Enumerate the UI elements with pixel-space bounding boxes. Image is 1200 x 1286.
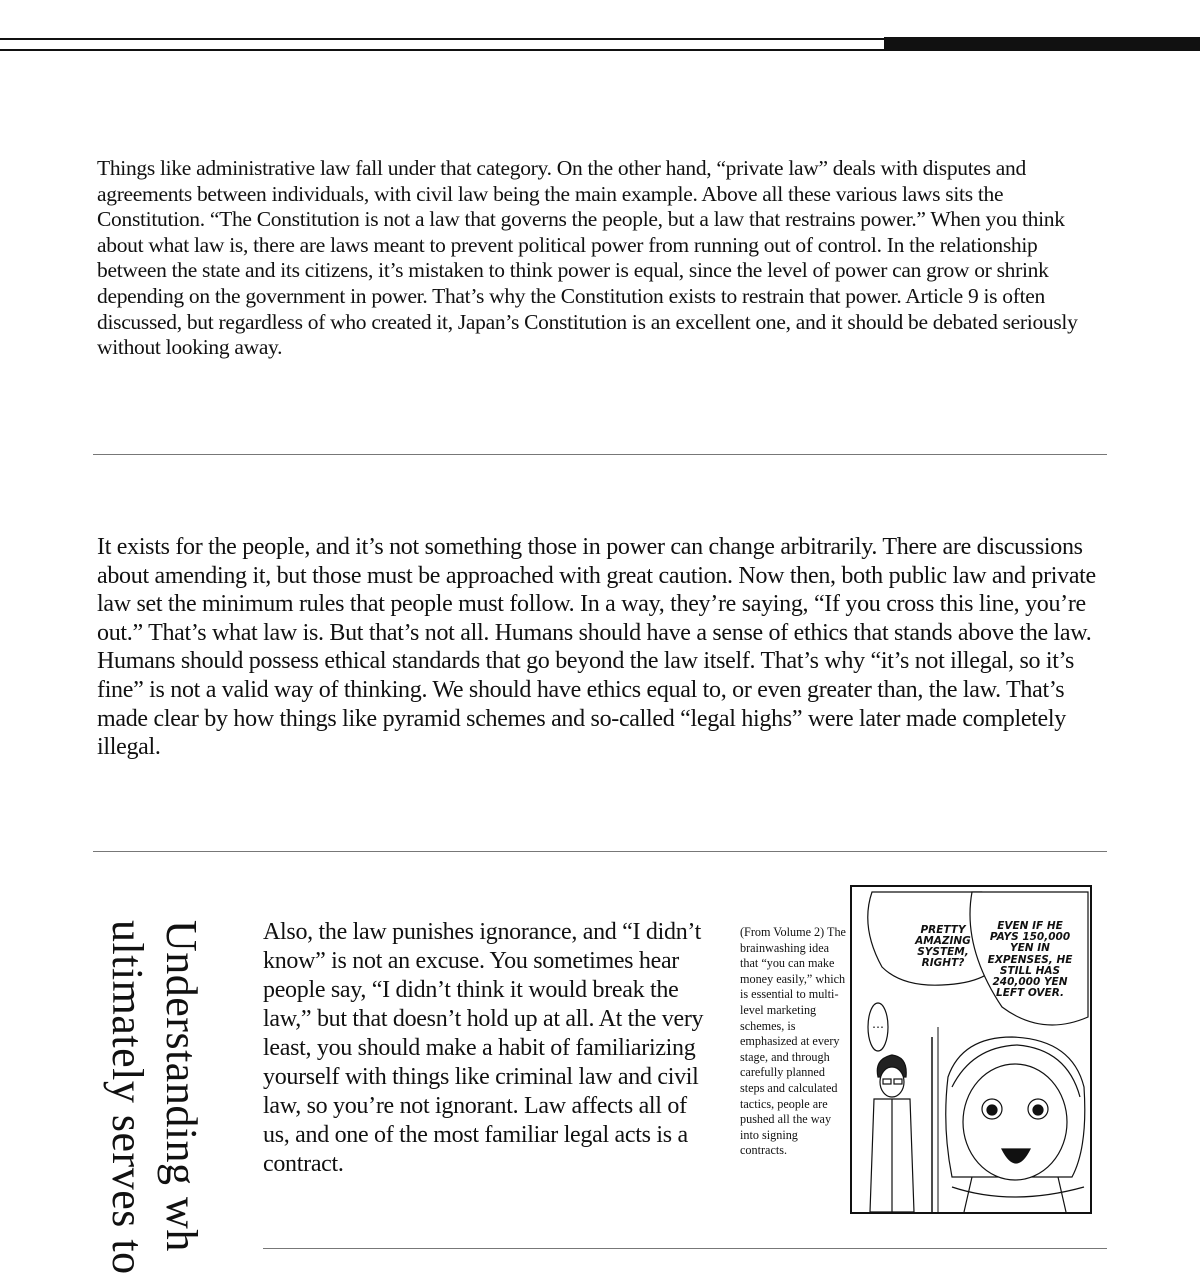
bubble-text-right: EVEN IF HE PAYS 150,000 YEN IN EXPENSES, HE STILL HAS 240,000 YEN LEFT OVER.	[987, 920, 1073, 1000]
man-figure	[870, 1055, 914, 1212]
paragraph-constitution: Things like administrative law fall under that category. On the other hand, “private law” deals with disputes and agreements between individuals, with civil law being the main example. Above all these various laws sits the Constitution. “The Constitution is not a law that governs the people, but a law that restrains power.” When you think about what law is, there are laws meant to prevent political power from running out of control. In the relationship between the state and its citizens, it’s mistaken to think power is equal, since the level of power can grow or shrink depending on the government in power. That’s why the Constitution exists to restrain that power. Article 9 is often discussed, but regardless of who created it, Japan’s Constitution is an excellent one, and it should be debated seriously without looking away.	[97, 156, 1078, 360]
top-rule-thick-bar	[884, 37, 1200, 51]
section-divider	[93, 454, 1107, 455]
vertical-heading-line-2: ultimately serves to	[103, 920, 152, 1275]
bubble-text-small: …	[872, 1017, 884, 1031]
paragraph-ignorance: Also, the law punishes ignorance, and “I didn’t know” is not an excuse. You sometimes hear people say, “I didn’t think it would break the law,” but that doesn’t hold up at all. At the very least, you should make a habit of familiarizing yourself with things like criminal law and civil law, so you’re not ignorant. Law affects all of us, and one of the most familiar legal acts is a contract.	[263, 919, 704, 1177]
manga-panel	[850, 885, 1092, 1214]
paragraph-ethics: It exists for the people, and it’s not something those in power can change arbitrarily. There are discussions about amending it, but those must be approached with great caution. Now then, both public law and private law set the minimum rules that people must follow. In a way, they’re saying, “If you cross this line, you’re out.” That’s what law is. But that’s not all. Humans should have a sense of ethics that stands above the law. Humans should possess ethical standards that go beyond the law itself. That’s why “it’s not illegal, so it’s fine” is not a valid way of thinking. We should have ethics equal to, or even greater than, the law. That’s made clear by how things like pyramid schemes and so-called “legal highs” were later made completely illegal.	[97, 534, 1096, 761]
section-divider	[93, 851, 1107, 852]
top-rule	[0, 38, 884, 40]
section-divider	[263, 1248, 1107, 1249]
woman-figure	[946, 1037, 1085, 1212]
vertical-heading	[100, 920, 208, 1275]
bubble-text-left: PRETTY AMAZING SYSTEM, RIGHT?	[915, 924, 971, 969]
vertical-heading-line-1: Understanding wh	[157, 920, 206, 1252]
panel-caption: (From Volume 2) The brainwashing idea that “you can make money easily,” which is essential to multi-level marketing schemes, is emphasized at every stage, and through carefully planned steps and calculated tactics, people are pushed all the way into signing contracts.	[740, 925, 846, 1158]
top-rule-lower	[0, 49, 884, 51]
